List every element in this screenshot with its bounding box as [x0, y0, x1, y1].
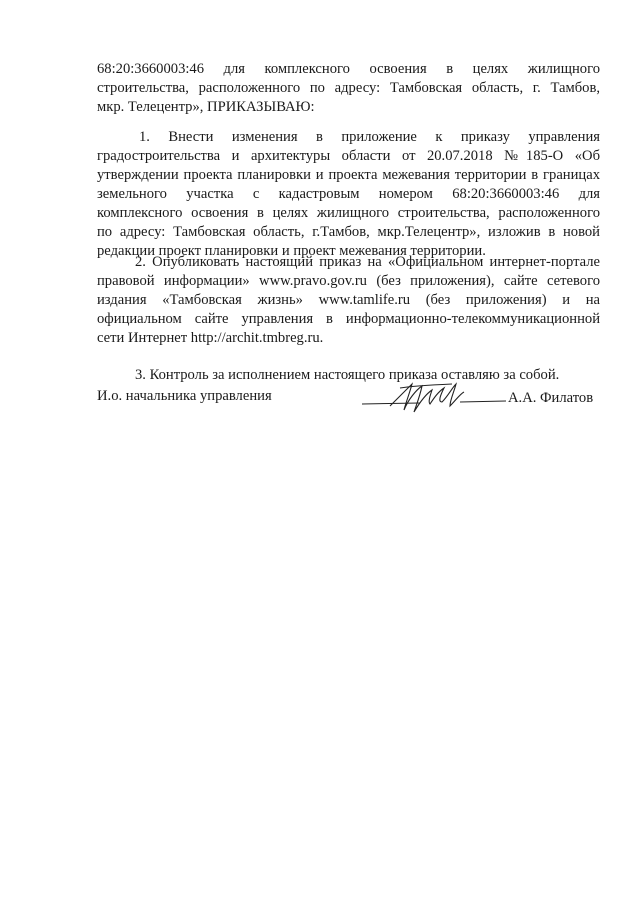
item-line: градостроительства и архитектуры области от 20.07.2018 №185-О «Об: [97, 148, 600, 164]
item-line: 3. Контроль за исполнением настоящего приказа оставляю за собой.: [135, 367, 560, 383]
intro-line: мкр. Телецентр», ПРИКАЗЫВАЮ:: [97, 99, 315, 115]
item-line: правовой информации» www.pravo.gov.ru (без приложения), сайте сетевого: [97, 273, 600, 289]
handwritten-signature: [360, 376, 510, 426]
item-line: сети Интернет http://archit.tmbreg.ru.: [97, 330, 324, 346]
order-item-1: [97, 128, 600, 261]
intro-line: 68:20:3660003:46 для комплексного освоения в целях жилищного: [97, 61, 600, 77]
item-line: по адресу: Тамбовская область, г.Тамбов, мкр.Телецентр», изложив в новой: [97, 224, 600, 240]
item-line: издания «Тамбовская жизнь» www.tamlife.ru (без приложения) и на: [97, 292, 600, 308]
order-item-3: [97, 366, 600, 385]
item-line: 2. Опубликовать настоящий приказ на «Официальном интернет-портале: [135, 254, 600, 270]
signatory-name: А.А. Филатов: [508, 390, 594, 406]
order-item-2: [97, 253, 600, 348]
item-line: земельного участка с кадастровым номером 68:20:3660003:46 для: [97, 186, 600, 202]
item-line: утверждении проекта планировки и проекта межевания территории в границах: [97, 167, 600, 183]
item-line: комплексного освоения в целях жилищного строительства, расположенного: [97, 205, 600, 221]
intro-line: строительства, расположенного по адресу: Тамбовская область, г. Тамбов,: [97, 80, 600, 96]
item-line: 1. Внести изменения в приложение к приказу управления: [139, 129, 600, 145]
item-line: редакции проект планировки и проект межевания территории.: [97, 243, 486, 259]
item-line: официальном сайте управления в информационно-телекоммуникационной: [97, 311, 600, 327]
intro-paragraph: [97, 60, 600, 117]
signatory-title: И.о. начальника управления: [97, 388, 272, 404]
